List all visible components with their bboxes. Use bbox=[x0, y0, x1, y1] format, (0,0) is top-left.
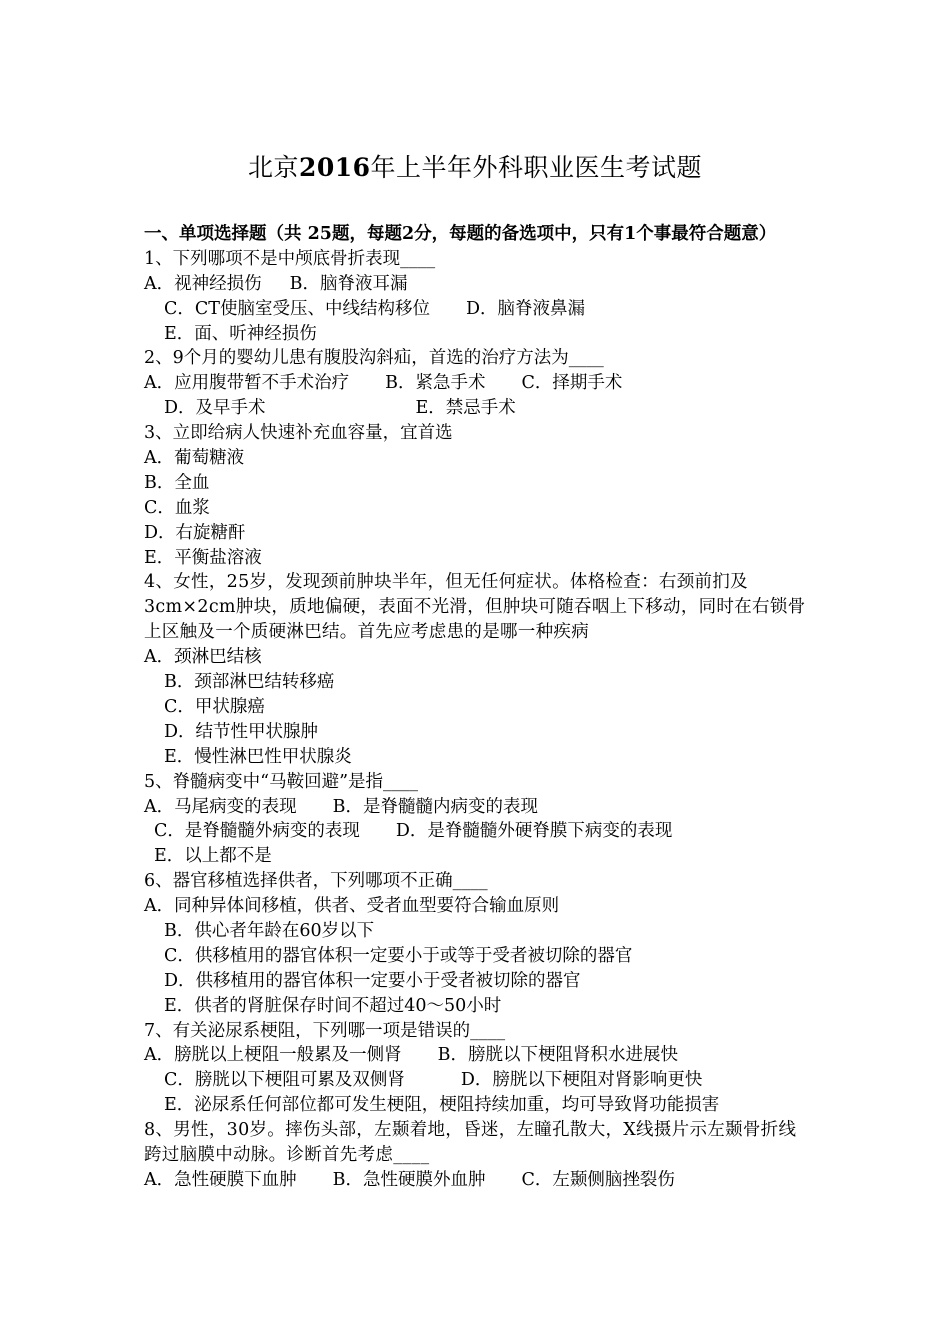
option-e: E．供者的肾脏保存时间不超过40～50小时 bbox=[164, 995, 502, 1016]
option-c: C．择期手术 bbox=[521, 373, 623, 394]
question-stem-7: 7、有关泌尿系梗阻，下列哪一项是错误的____ bbox=[144, 1020, 506, 1041]
option-d: D．及早手术 bbox=[164, 398, 266, 419]
section-heading: 一、单项选择题（共 25题，每题2分，每题的备选项中，只有1个事最符合题意） bbox=[144, 224, 777, 244]
title-year: 2016 bbox=[298, 153, 371, 182]
option-c: C．CT使脑室受压、中线结构移位 bbox=[164, 298, 430, 319]
option-e: E．以上都不是 bbox=[154, 846, 272, 867]
option-b: B．颈部淋巴结转移癌 bbox=[164, 672, 335, 693]
option-a: A．颈淋巴结核 bbox=[144, 647, 262, 668]
option-c: C．是脊髓髓外病变的表现 bbox=[154, 821, 360, 842]
option-b: B．脑脊液耳漏 bbox=[289, 273, 408, 294]
question-options-row bbox=[144, 1168, 814, 1193]
question-options-row bbox=[144, 396, 814, 421]
option-d: D．是脊髓髓外硬脊膜下病变的表现 bbox=[395, 821, 673, 842]
page-title bbox=[0, 150, 950, 186]
option-a: A．膀胱以上梗阻一般累及一侧肾 bbox=[144, 1045, 402, 1066]
question-stem-4: 4、女性，25岁，发现颈前肿块半年，但无任何症状。体格检查：右颈前扪及3cm×2cm肿块，质地偏硬，表面不光滑，但肿块可随吞咽上下移动，同时在右锁骨上区触及一个质硬淋巴结。首先应考虑患的是哪一种疾病 bbox=[144, 572, 806, 643]
option-a: A．应用腹带暂不手术治疗 bbox=[144, 373, 350, 394]
question-options-row bbox=[144, 297, 814, 322]
question-options-row bbox=[144, 371, 814, 396]
option-b: B．急性硬膜外血肿 bbox=[332, 1169, 486, 1190]
option-e: E．泌尿系任何部位都可发生梗阻，梗阻持续加重，均可导致肾功能损害 bbox=[164, 1095, 720, 1116]
option-c: C．左颞侧脑挫裂伤 bbox=[521, 1169, 675, 1190]
option-d: D．结节性甲状腺肿 bbox=[164, 721, 319, 742]
option-e: E．平衡盐溶液 bbox=[144, 547, 262, 568]
option-c: C．供移植用的器官体积一定要小于或等于受者被切除的器官 bbox=[164, 945, 633, 966]
question-stem-5: 5、脊髓病变中“马鞍回避”是指____ bbox=[144, 771, 419, 792]
option-d: D．膀胱以下梗阻对肾影响更快 bbox=[460, 1070, 703, 1091]
option-a: A．马尾病变的表现 bbox=[144, 796, 297, 817]
question-stem-6: 6、器官移植选择供者，下列哪项不正确____ bbox=[144, 871, 488, 892]
option-a: A．视神经损伤 bbox=[144, 273, 262, 294]
option-b: B．是脊髓髓内病变的表现 bbox=[332, 796, 538, 817]
option-d: D．供移植用的器官体积一定要小于受者被切除的器官 bbox=[164, 970, 581, 991]
option-c: C．血浆 bbox=[144, 497, 210, 518]
option-b: B．紧急手术 bbox=[385, 373, 486, 394]
option-a: A．葡萄糖液 bbox=[144, 448, 245, 469]
option-b: B．膀胱以下梗阻肾积水进展快 bbox=[437, 1045, 678, 1066]
document-body bbox=[144, 222, 814, 1193]
option-a: A．同种异体间移植，供者、受者血型要符合输血原则 bbox=[144, 896, 560, 917]
option-e: E．慢性淋巴性甲状腺炎 bbox=[164, 746, 352, 767]
option-c: C．膀胱以下梗阻可累及双侧肾 bbox=[164, 1070, 405, 1091]
option-d: D．右旋糖酐 bbox=[144, 522, 246, 543]
title-suffix: 年上半年外科职业医生考试题 bbox=[370, 153, 703, 182]
option-a: A．急性硬膜下血肿 bbox=[144, 1169, 297, 1190]
title-prefix: 北京 bbox=[247, 153, 299, 182]
question-options-row bbox=[144, 272, 814, 297]
question-options-row bbox=[144, 795, 814, 820]
question-stem-3: 3、立即给病人快速补充血容量，宜首选 bbox=[144, 423, 453, 444]
question-options-row bbox=[144, 819, 814, 844]
option-e: E．禁忌手术 bbox=[415, 398, 516, 419]
option-d: D．脑脊液鼻漏 bbox=[465, 298, 585, 319]
option-e: E．面、听神经损伤 bbox=[164, 323, 317, 344]
option-c: C．甲状腺癌 bbox=[164, 696, 265, 717]
option-b: B．供心者年龄在60岁以下 bbox=[164, 921, 375, 941]
question-stem-1: 1、下列哪项不是中颅底骨折表现____ bbox=[144, 248, 436, 269]
question-stem-8: 8、男性，30岁。摔伤头部，左颞着地，昏迷，左瞳孔散大，X线摄片示左颞骨折线跨过脑膜中动脉。诊断首先考虑____ bbox=[144, 1120, 797, 1166]
question-options-row bbox=[144, 1068, 814, 1093]
question-options-row bbox=[144, 1043, 814, 1068]
option-b: B．全血 bbox=[144, 472, 210, 493]
question-stem-2: 2、9个月的婴幼儿患有腹股沟斜疝，首选的治疗方法为____ bbox=[144, 348, 604, 369]
